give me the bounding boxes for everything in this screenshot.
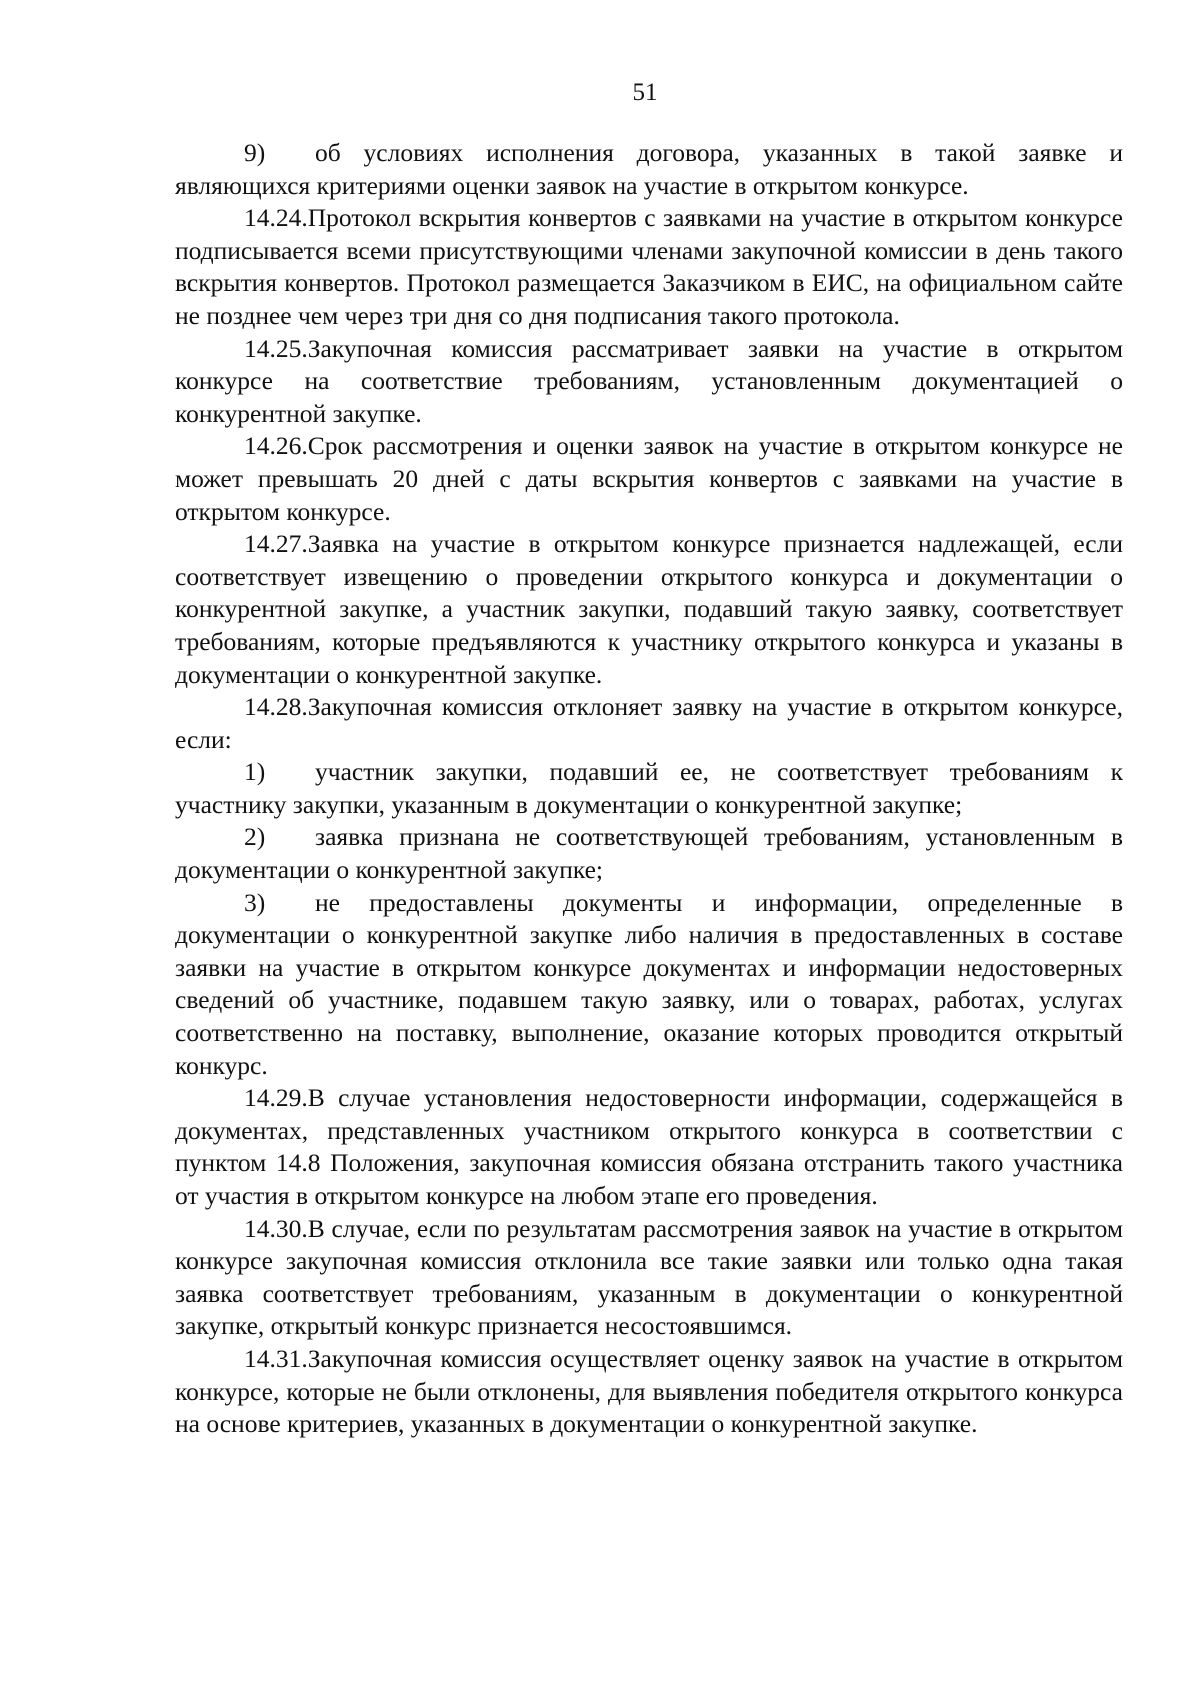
clause-14-27: 14.27.Заявка на участие в открытом конкурсе признается надлежащей, если соответствует извещению о проведении открытого конкурса и документации о конкурентной закупке, а участник закупки, подавший такую заявку, соответствует требованиям, которые предъявляются к участнику открытого конкурса и указаны в документации о конкурентной закупке. bbox=[175, 529, 1123, 689]
list-item-number: 1) bbox=[244, 757, 266, 787]
page-number: 51 bbox=[632, 79, 658, 106]
clause-14-25: 14.25.Закупочная комиссия рассматривает заявки на участие в открытом конкурсе на соответствие требованиям, установленным документацией о конкурентной закупке. bbox=[175, 333, 1123, 428]
list-item-number: 3) bbox=[244, 887, 266, 917]
clause-14-28: 14.28.Закупочная комиссия отклоняет заявку на участие в открытом конкурсе, если: bbox=[175, 692, 1123, 754]
document-body bbox=[175, 137, 1123, 1441]
list-item-number: 2) bbox=[244, 822, 266, 852]
list-item-text: участник закупки, подавший ее, не соответствует требованиям к участнику закупки, указанным в документации о конкурентной закупке; bbox=[175, 757, 1123, 819]
list-item-text: об условиях исполнения договора, указанных в такой заявке и являющихся критериями оценки заявок на участие в открытом конкурсе. bbox=[175, 138, 1123, 200]
list-item-text: не предоставлены документы и информации, определенные в документации о конкурентной закупке либо наличия в предоставленных в составе заявки на участие в открытом конкурсе документах и информации недостоверных сведений об участнике, подавшем такую заявку, или о товарах, работах, услугах соответственно на поставку, выполнение, оказание которых проводится открытый конкурс. bbox=[175, 887, 1123, 1080]
clause-14-31: 14.31.Закупочная комиссия осуществляет оценку заявок на участие в открытом конкурсе, которые не были отклонены, для выявления победителя открытого конкурса на основе критериев, указанных в документации о конкурентной закупке. bbox=[175, 1343, 1123, 1439]
list-item-text: заявка признана не соответствующей требованиям, установленным в документации о конкурентной закупке; bbox=[175, 822, 1123, 885]
clause-14-30: 14.30.В случае, если по результатам рассмотрения заявок на участие в открытом конкурсе закупочная комиссия отклонила все такие заявки или только одна такая заявка соответствует требованиям, указанным в документации о конкурентной закупке, открытый конкурс признается несостоявшимся. bbox=[175, 1213, 1123, 1341]
list-item-9 bbox=[175, 137, 1123, 202]
list-item-1 bbox=[175, 756, 1123, 821]
list-item-number: 9) bbox=[244, 138, 266, 167]
clause-14-24: 14.24.Протокол вскрытия конвертов с заявками на участие в открытом конкурсе подписывается всеми присутствующими членами закупочной комиссии в день такого вскрытия конвертов. Протокол размещается Заказчиком в ЕИС, на официальном сайте не позднее чем через три дня со дня подписания такого протокола. bbox=[175, 203, 1123, 330]
clause-14-29: 14.29.В случае установления недостоверности информации, содержащейся в документах, представленных участником открытого конкурса в соответствии с пунктом 14.8 Положения, закупочная комиссия обязана отстранить такого участника от участия в открытом конкурсе на любом этапе его проведения. bbox=[175, 1083, 1123, 1210]
clause-14-26: 14.26.Срок рассмотрения и оценки заявок на участие в открытом конкурсе не может превышать 20 дней с даты вскрытия конвертов с заявками на участие в открытом конкурсе. bbox=[175, 431, 1123, 526]
list-item-3 bbox=[175, 887, 1123, 1083]
list-item-2 bbox=[175, 821, 1123, 886]
